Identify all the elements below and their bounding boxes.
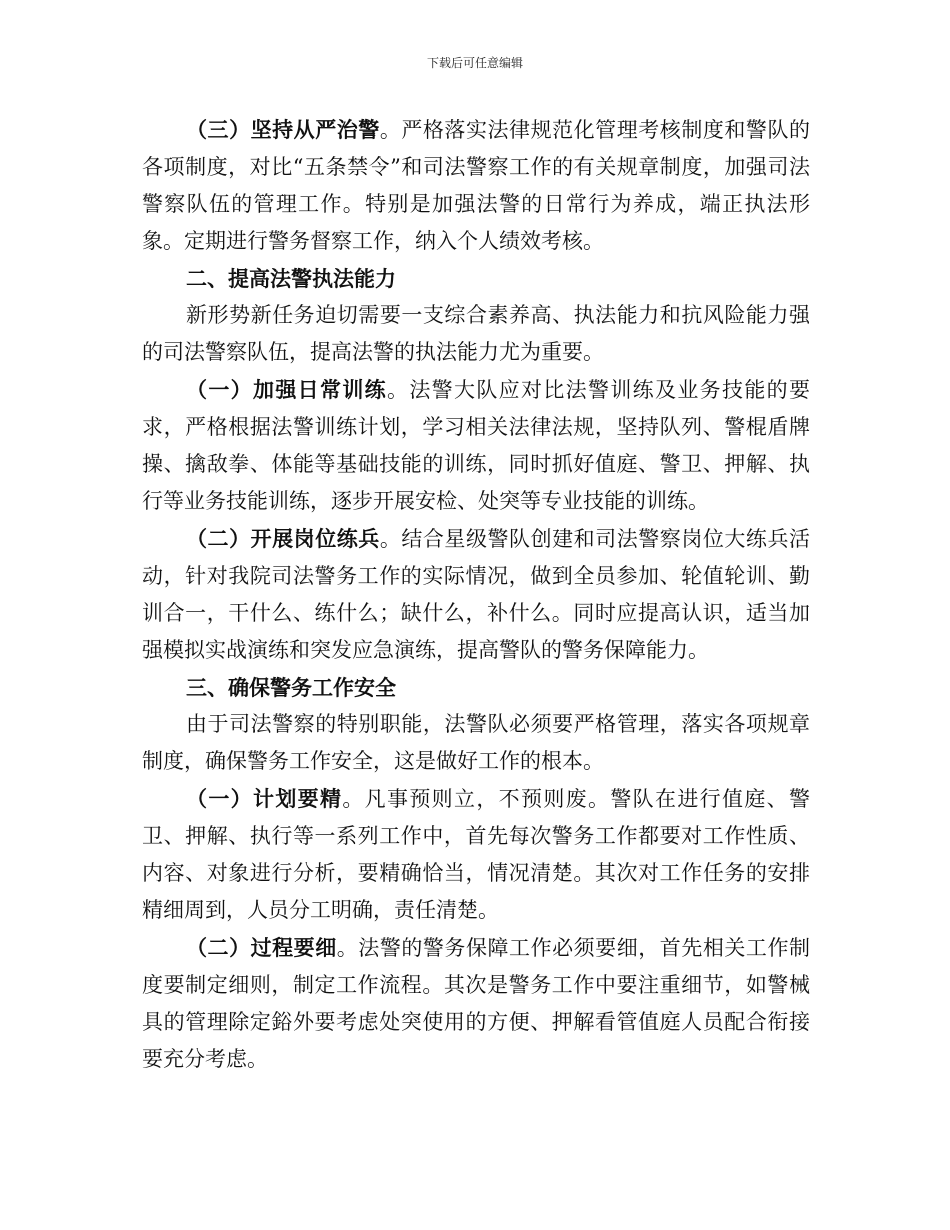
paragraph-text: 。严格落实法律规范化管理考核制度和警队的各项制度，对比“五条禁令”和司法警察工作的有关规章制度，加强司法警察队伍的管理工作。特别是加强法警的日常行为养成，端正执法形象。定期进行警务督察工作，纳入个人绩效考核。: [142, 118, 811, 253]
paragraph-text: 。法警大队应对比法警训练及业务技能的要求，严格根据法警训练计划，学习相关法律法规，坚持队列、警棍盾牌操、擒敌拳、体能等基础技能的训练，同时抓好值庭、警卫、押解、执行等业务技能训练，逐步开展安检、处突等专业技能的训练。: [142, 378, 810, 513]
paragraph-strict-management: [142, 111, 810, 260]
paragraph-daily-training: [142, 371, 810, 520]
paragraph-lead: （二）开展岗位练兵: [186, 526, 380, 551]
paragraph-text: 。结合星级警队创建和司法警察岗位大练兵活动，针对我院司法警务工作的实际情况，做到全员参加、轮值轮训、勤训合一，干什么、练什么；缺什么，补什么。同时应提高认识，适当加强模拟实战演练和突发应急演练，提高警队的警务保障能力。: [142, 527, 811, 662]
paragraph-detailed-process: [142, 929, 810, 1078]
section-heading-2: 二、提高法警执法能力: [186, 266, 396, 291]
paragraph-job-training: [142, 520, 810, 669]
paragraph-text: 。法警的警务保障工作必须要细，首先相关工作制度要制定细则，制定工作流程。其次是警务工作中要注重细节，如警械具的管理除定鋊外要考虑处突使用的方便、押解看管值庭人员配合衔接要充分考虑。: [142, 936, 810, 1071]
paragraph-text: 。凡事预则立，不预则废。警队在进行值庭、警卫、押解、执行等一系列工作中，首先每次警务工作都要对工作性质、内容、对象进行分析，要精确恰当，情况清楚。其次对工作任务的安排精细周到，人员分工明确，责任清楚。: [142, 787, 811, 922]
section-heading-3: 三、确保警务工作安全: [186, 675, 396, 700]
paragraph-intro-3: 由于司法警察的特别职能，法警队必须要严格管理，落实各项规章制度，确保警务工作安全，这是做好工作的根本。: [142, 712, 810, 773]
paragraph-precise-planning: [142, 780, 810, 929]
paragraph-lead: （一）加强日常训练: [186, 377, 387, 402]
paragraph-lead: （一）计划要精: [186, 786, 343, 811]
page-header: 下载后可任意编辑: [426, 56, 523, 70]
document-body: [142, 111, 810, 1078]
paragraph-intro-2: 新形势新任务迫切需要一支综合素养高、执法能力和抗风险能力强的司法警察队伍，提高法警的执法能力尤为重要。: [142, 303, 810, 364]
paragraph-lead: （二）过程要细: [186, 935, 337, 960]
paragraph-lead: （三）坚持从严治警: [186, 117, 380, 142]
